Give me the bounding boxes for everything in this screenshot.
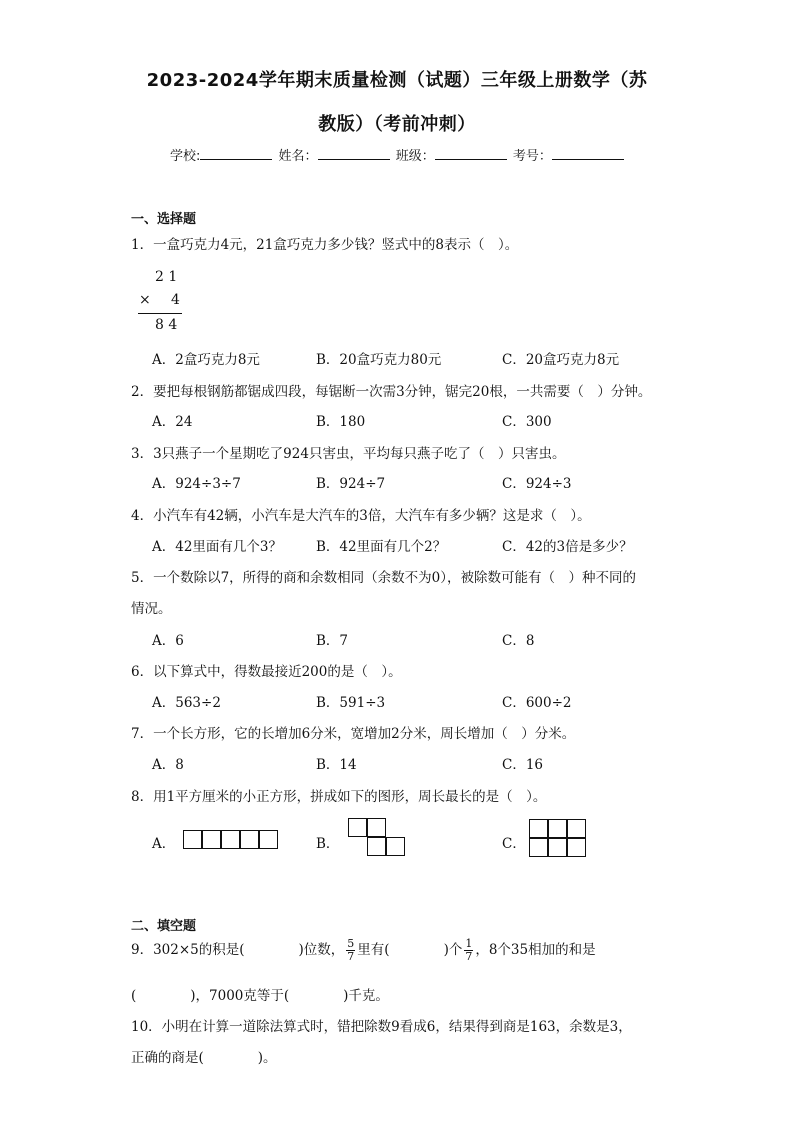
q4-option-a[interactable]: A．42里面有几个3？ bbox=[152, 539, 283, 555]
question-8: 8．用1平方厘米的小正方形，拼成如下的图形，周长最长的是（ ）。 bbox=[131, 789, 547, 805]
number-blank[interactable] bbox=[552, 147, 624, 160]
vertical-result: 8 4 bbox=[155, 317, 178, 333]
q1-option-b[interactable]: B．20盒巧克力80元 bbox=[316, 352, 442, 368]
q4-option-c[interactable]: C．42的3倍是多少？ bbox=[502, 539, 633, 555]
section-heading-fill: 二、填空题 bbox=[131, 919, 197, 934]
q7-option-b[interactable]: B．14 bbox=[316, 757, 357, 773]
q3-option-a[interactable]: A．924÷3÷7 bbox=[152, 476, 241, 492]
fraction-denominator: 7 bbox=[465, 950, 473, 963]
q8-option-c[interactable]: C． bbox=[502, 836, 526, 852]
q1-option-c[interactable]: C．20盒巧克力8元 bbox=[502, 352, 620, 368]
number-label: 考号： bbox=[512, 149, 552, 164]
question-10: 10．小明在计算一道除法算式时，错把除数9看成6，结果得到商是163，余数是3， bbox=[131, 1019, 632, 1035]
square-cell bbox=[259, 830, 278, 849]
square-cell bbox=[529, 838, 548, 857]
q9-part2: 里有( )个 bbox=[357, 942, 463, 958]
question-7: 7．一个长方形，它的长增加6分米，宽增加2分米，周长增加（ ）分米。 bbox=[131, 726, 576, 742]
q6-option-b[interactable]: B．591÷3 bbox=[316, 695, 386, 711]
square-cell bbox=[548, 819, 567, 838]
question-1: 1．一盒巧克力4元，21盒巧克力多少钱？竖式中的8表示（ ）。 bbox=[131, 237, 519, 253]
q7-option-a[interactable]: A．8 bbox=[152, 757, 184, 773]
fraction-denominator: 7 bbox=[347, 950, 355, 963]
q8-option-b[interactable]: B． bbox=[316, 836, 340, 852]
square-cell bbox=[348, 818, 367, 837]
question-2: 2．要把每根钢筋都锯成四段，每锯断一次需3分钟，锯完20根，一共需要（ ）分钟。 bbox=[131, 384, 652, 400]
q6-option-c[interactable]: C．600÷2 bbox=[502, 695, 572, 711]
question-4: 4．小汽车有42辆，小汽车是大汽车的3倍，大汽车有多少辆？这是求（ ）。 bbox=[131, 508, 591, 524]
square-cell bbox=[567, 838, 586, 857]
school-blank[interactable] bbox=[200, 147, 272, 160]
school-label: 学校: bbox=[170, 149, 201, 164]
page-title-line2: 教版）（考前冲刺） bbox=[318, 114, 476, 135]
question-5: 5．一个数除以7，所得的商和余数相同（余数不为0），被除数可能有（ ）种不同的 bbox=[131, 570, 637, 586]
square-cell bbox=[567, 819, 586, 838]
q3-option-b[interactable]: B．924÷7 bbox=[316, 476, 386, 492]
fraction-one-seventh bbox=[464, 938, 473, 963]
q2-option-c[interactable]: C．300 bbox=[502, 414, 552, 430]
name-blank[interactable] bbox=[318, 147, 390, 160]
q8-option-a[interactable]: A． bbox=[152, 836, 176, 852]
page-title-line1: 2023-2024学年期末质量检测（试题）三年级上册数学（苏 bbox=[146, 70, 648, 91]
square-cell bbox=[240, 830, 259, 849]
section-heading-choice: 一、选择题 bbox=[131, 212, 197, 227]
q4-option-b[interactable]: B．42里面有几个2？ bbox=[316, 539, 447, 555]
name-label: 姓名： bbox=[278, 149, 318, 164]
q2-option-a[interactable]: A．24 bbox=[152, 414, 193, 430]
square-cell bbox=[529, 819, 548, 838]
q2-option-b[interactable]: B．180 bbox=[316, 414, 366, 430]
fraction-numerator: 1 bbox=[465, 937, 473, 950]
square-cell bbox=[548, 838, 567, 857]
q5-option-b[interactable]: B．7 bbox=[316, 633, 349, 649]
q5-option-a[interactable]: A．6 bbox=[152, 633, 184, 649]
q5-option-c[interactable]: C．8 bbox=[502, 633, 535, 649]
q9-part3: ，8个35相加的和是 bbox=[475, 942, 596, 958]
question-5-continued: 情况。 bbox=[131, 601, 172, 617]
vertical-multiply-sign: × bbox=[139, 292, 151, 308]
question-6: 6．以下算式中，得数最接近200的是（ ）。 bbox=[131, 664, 402, 680]
q7-option-c[interactable]: C．16 bbox=[502, 757, 544, 773]
class-label: 班级： bbox=[395, 149, 435, 164]
square-cell bbox=[367, 837, 386, 856]
vertical-rule bbox=[138, 313, 182, 314]
square-cell bbox=[183, 830, 202, 849]
q1-option-a[interactable]: A．2盒巧克力8元 bbox=[152, 352, 260, 368]
square-cell bbox=[386, 837, 405, 856]
vertical-multiplier: 4 bbox=[171, 292, 180, 308]
vertical-top-number: 2 1 bbox=[155, 269, 178, 285]
fraction-five-sevenths bbox=[346, 938, 355, 963]
square-cell bbox=[202, 830, 221, 849]
square-cell bbox=[221, 830, 240, 849]
q9-part1: 9．302×5的积是( )位数， bbox=[131, 942, 345, 958]
student-info bbox=[170, 145, 626, 164]
q6-option-a[interactable]: A．563÷2 bbox=[152, 695, 221, 711]
question-3: 3．3只燕子一个星期吃了924只害虫，平均每只燕子吃了（ ）只害虫。 bbox=[131, 446, 566, 462]
question-9-continued: ( )，7000克等于( )千克。 bbox=[131, 988, 389, 1004]
fraction-numerator: 5 bbox=[347, 937, 355, 950]
class-blank[interactable] bbox=[435, 147, 507, 160]
square-cell bbox=[367, 818, 386, 837]
q3-option-c[interactable]: C．924÷3 bbox=[502, 476, 572, 492]
question-10-continued: 正确的商是( )。 bbox=[131, 1050, 277, 1066]
question-9 bbox=[131, 938, 596, 963]
